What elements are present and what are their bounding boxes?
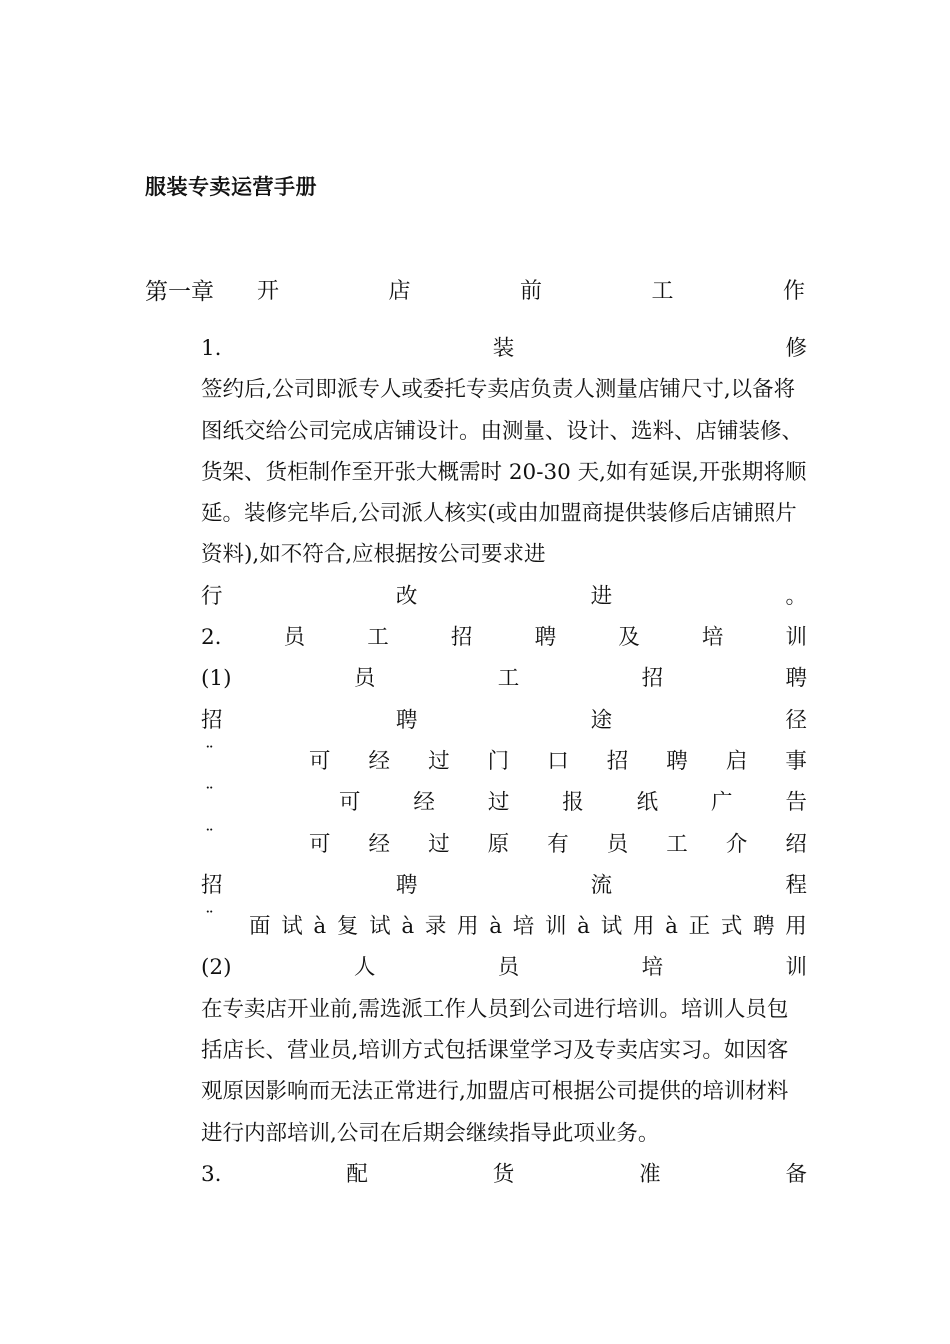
spread-glyph: à (313, 914, 327, 940)
bullet-mark: ¨ (205, 825, 214, 847)
spread-glyph: 员 (497, 955, 520, 981)
spread-glyph: 训 (785, 955, 807, 981)
spread-glyph: 纸 (636, 790, 659, 816)
spread-glyph: 正 (688, 914, 711, 940)
decoration-paragraph: 签约后,公司即派专人或委托专卖店负责人测量店铺尺寸,以备将图纸交给公司完成店铺设计。由测量、设计、选料、店铺装修、货架、货柜制作至开张大概需时 20-30 天,如有延误,开张期将顺延。装修完毕后,公司派人核实(或由加盟商提供装修后店铺照片资料),如不符合,应根据按公司要求进 (201, 377, 807, 568)
spread-glyph: 聘 (395, 707, 418, 733)
spread-glyph: 过 (428, 748, 450, 774)
spread-glyph: 招 (201, 872, 223, 898)
spread-glyph: 用 (457, 914, 479, 940)
spread-glyph: 聘 (785, 666, 807, 692)
chapter-body (201, 328, 807, 1195)
spread-glyph: 试 (281, 914, 303, 940)
spread-glyph: 程 (785, 872, 807, 898)
spread-glyph: 聘 (666, 748, 688, 774)
spread-glyph: 配 (346, 1161, 368, 1187)
spread-glyph: 录 (424, 914, 447, 940)
spread-glyph: 报 (562, 790, 584, 816)
spread-glyph: 启 (725, 748, 748, 774)
spread-glyph: 聘 (753, 914, 775, 940)
spread-glyph: 事 (785, 748, 807, 774)
subheading-recruitment (201, 658, 807, 699)
spread-glyph: 开 (257, 279, 280, 304)
spread-glyph: 途 (590, 707, 613, 733)
spread-glyph: 试 (600, 914, 623, 940)
spread-glyph: 作 (782, 279, 805, 304)
training-paragraph: 在专卖店开业前,需选派工作人员到公司进行培训。培训人员包括店长、营业员,培训方式包括课堂学习及专卖店实习。如因客观原因影响而无法正常进行,加盟店可根据公司提供的培训材料进行内部培训,公司在后期会继续指导此项业务。 (201, 996, 789, 1146)
spread-glyph: 培 (641, 955, 664, 981)
list-item (201, 741, 807, 782)
spread-glyph: à (401, 914, 415, 940)
spread-glyph: 广 (711, 790, 733, 816)
spread-glyph: 绍 (785, 831, 807, 857)
spread-glyph: 1. (201, 336, 222, 361)
spread-glyph: 培 (512, 914, 535, 940)
spread-glyph: 备 (785, 1161, 807, 1187)
spread-glyph: 面 (249, 914, 271, 940)
recruitment-process-steps (201, 906, 807, 947)
subheading-recruitment-channels (201, 700, 807, 741)
spread-glyph: à (577, 914, 590, 940)
spread-glyph: 工 (651, 279, 674, 304)
decoration-paragraph-last-line (201, 576, 807, 617)
spread-glyph: 径 (785, 707, 807, 733)
spread-glyph: 介 (725, 831, 748, 857)
spread-glyph: 聘 (534, 625, 557, 651)
spread-glyph: 原 (487, 831, 510, 857)
chapter-number: 第一章 (145, 279, 214, 305)
spread-glyph: 前 (519, 279, 542, 304)
chapter-title (257, 276, 805, 308)
spread-glyph: 经 (413, 790, 435, 816)
spread-glyph: 式 (720, 914, 743, 940)
spread-glyph: 工 (666, 831, 688, 857)
bullet-mark: ¨ (205, 742, 214, 764)
spread-glyph: 流 (590, 872, 613, 898)
channel-newspaper-ad (201, 782, 807, 823)
spread-glyph: 及 (618, 625, 640, 651)
spread-glyph: (2) (201, 955, 232, 981)
spread-glyph: 口 (547, 748, 569, 774)
spread-glyph: à (489, 914, 503, 940)
spread-glyph: 工 (367, 625, 389, 651)
spread-glyph: 行 (201, 583, 223, 609)
spread-glyph: 可 (309, 748, 331, 774)
subheading-recruitment-process (201, 865, 807, 906)
spread-glyph: 改 (395, 583, 418, 609)
spread-glyph: 修 (785, 336, 807, 361)
channel-staff-referral (201, 824, 807, 865)
spread-glyph: 店 (388, 279, 411, 304)
list-item (201, 782, 807, 823)
spread-glyph: 招 (201, 707, 223, 733)
spread-glyph: 训 (544, 914, 567, 940)
spread-glyph: 员 (606, 831, 629, 857)
spread-glyph: 招 (606, 748, 629, 774)
spread-glyph: 过 (487, 790, 510, 816)
spread-glyph: à (665, 914, 678, 940)
spread-glyph: 聘 (395, 872, 418, 898)
spread-glyph: 进 (590, 583, 613, 609)
bullet-mark: ¨ (205, 908, 214, 930)
spread-glyph: 招 (450, 625, 473, 651)
spread-glyph: 可 (339, 790, 361, 816)
spread-glyph: 。 (785, 583, 807, 609)
spread-glyph: 工 (497, 666, 520, 692)
section-heading-stock (201, 1154, 807, 1195)
list-item (201, 824, 807, 865)
spread-glyph: 过 (428, 831, 450, 857)
spread-glyph: 用 (632, 914, 655, 940)
section-heading-staff (201, 617, 807, 658)
chapter-heading (145, 276, 805, 310)
spread-glyph: 用 (785, 914, 807, 940)
spread-glyph: 装 (492, 336, 515, 361)
spread-glyph: 人 (353, 955, 376, 981)
spread-glyph: 货 (492, 1161, 515, 1187)
spread-glyph: 2. (201, 625, 222, 651)
bullet-mark: ¨ (205, 784, 214, 806)
spread-glyph: 准 (639, 1161, 661, 1187)
spread-glyph: 招 (641, 666, 664, 692)
spread-glyph: 有 (547, 831, 569, 857)
spread-glyph: 3. (201, 1161, 222, 1187)
spread-glyph: 经 (368, 831, 391, 857)
spread-glyph: (1) (201, 666, 232, 692)
channel-door-notice (201, 741, 807, 782)
document-title: 服装专卖运营手册 (145, 175, 317, 199)
spread-glyph: 训 (785, 625, 807, 651)
list-item (201, 906, 807, 947)
spread-glyph: 门 (487, 748, 510, 774)
spread-glyph: 员 (353, 666, 376, 692)
spread-glyph: 可 (309, 831, 331, 857)
section-heading-decoration (201, 328, 807, 369)
spread-glyph: 复 (336, 914, 359, 940)
spread-glyph: 培 (701, 625, 724, 651)
spread-glyph: 告 (785, 790, 807, 816)
subheading-training (201, 947, 807, 988)
spread-glyph: 员 (283, 625, 306, 651)
spread-glyph: 试 (369, 914, 391, 940)
spread-glyph: 经 (368, 748, 391, 774)
